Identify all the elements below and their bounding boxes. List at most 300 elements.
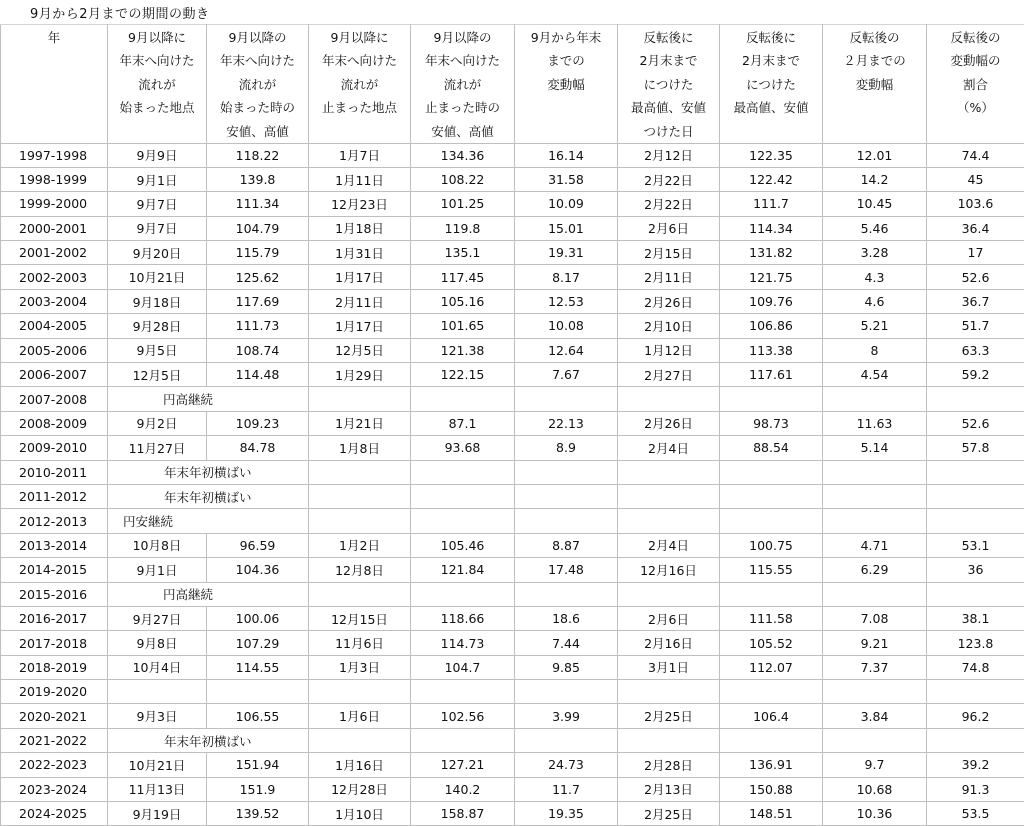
value-cell: 96.2 bbox=[927, 704, 1024, 728]
empty-cell bbox=[618, 509, 720, 533]
header-cell: 9月以降の bbox=[411, 25, 515, 49]
value-cell: 10.08 bbox=[515, 314, 618, 338]
year-cell: 2008-2009 bbox=[1, 411, 108, 435]
value-cell: 5.14 bbox=[823, 436, 927, 460]
value-cell: 38.1 bbox=[927, 606, 1024, 630]
value-cell: 119.8 bbox=[411, 216, 515, 240]
value-cell: 9月1日 bbox=[108, 167, 207, 191]
value-cell: 118.22 bbox=[207, 143, 309, 167]
value-cell: 2月11日 bbox=[309, 289, 411, 313]
header-cell bbox=[823, 96, 927, 120]
value-cell: 1月6日 bbox=[309, 704, 411, 728]
value-cell: 105.46 bbox=[411, 533, 515, 557]
value-cell: 2月6日 bbox=[618, 606, 720, 630]
empty-cell bbox=[411, 582, 515, 606]
value-cell: 9月9日 bbox=[108, 143, 207, 167]
year-cell: 2024-2025 bbox=[1, 802, 108, 826]
value-cell: 9月7日 bbox=[108, 216, 207, 240]
value-cell: 53.5 bbox=[927, 802, 1024, 826]
year-cell: 1998-1999 bbox=[1, 167, 108, 191]
table-body bbox=[1, 143, 1024, 826]
header-cell bbox=[515, 119, 618, 143]
value-cell: 7.67 bbox=[515, 363, 618, 387]
value-cell: 109.23 bbox=[207, 411, 309, 435]
year-cell: 2000-2001 bbox=[1, 216, 108, 240]
value-cell: 36.7 bbox=[927, 289, 1024, 313]
value-cell: 7.08 bbox=[823, 606, 927, 630]
value-cell: 104.36 bbox=[207, 558, 309, 582]
value-cell: 12.64 bbox=[515, 338, 618, 362]
value-cell: 122.35 bbox=[720, 143, 823, 167]
value-cell: 105.52 bbox=[720, 631, 823, 655]
value-cell: 2月26日 bbox=[618, 289, 720, 313]
table-row bbox=[1, 606, 1024, 630]
trend-note-cell bbox=[108, 509, 309, 533]
value-cell: 36 bbox=[927, 558, 1024, 582]
value-cell: 16.14 bbox=[515, 143, 618, 167]
header-cell: 反転後の bbox=[927, 25, 1024, 49]
header-cell bbox=[1, 72, 108, 96]
year-cell: 2017-2018 bbox=[1, 631, 108, 655]
value-cell: 1月31日 bbox=[309, 241, 411, 265]
empty-cell bbox=[309, 509, 411, 533]
table-row bbox=[1, 460, 1024, 484]
header-cell: つけた日 bbox=[618, 119, 720, 143]
header-cell bbox=[515, 96, 618, 120]
value-cell: 117.45 bbox=[411, 265, 515, 289]
trend-note-cell bbox=[108, 484, 309, 508]
value-cell: 115.55 bbox=[720, 558, 823, 582]
value-cell bbox=[207, 680, 309, 704]
value-cell: 1月29日 bbox=[309, 363, 411, 387]
value-cell: 1月17日 bbox=[309, 314, 411, 338]
value-cell bbox=[309, 680, 411, 704]
value-cell: 10月4日 bbox=[108, 655, 207, 679]
value-cell: 9月5日 bbox=[108, 338, 207, 362]
trend-note: 年末年初横ばい bbox=[108, 488, 252, 506]
value-cell: 12月8日 bbox=[309, 558, 411, 582]
header-cell bbox=[927, 119, 1024, 143]
value-cell: 39.2 bbox=[927, 753, 1024, 777]
value-cell: 17.48 bbox=[515, 558, 618, 582]
value-cell: 12月16日 bbox=[618, 558, 720, 582]
value-cell: 1月11日 bbox=[309, 167, 411, 191]
value-cell: 4.71 bbox=[823, 533, 927, 557]
year-cell: 2020-2021 bbox=[1, 704, 108, 728]
value-cell: 11.7 bbox=[515, 777, 618, 801]
header-cell: 反転後の bbox=[823, 25, 927, 49]
table-row bbox=[1, 484, 1024, 508]
year-cell: 2004-2005 bbox=[1, 314, 108, 338]
header-cell: （%） bbox=[927, 96, 1024, 120]
empty-cell bbox=[720, 387, 823, 411]
value-cell: 118.66 bbox=[411, 606, 515, 630]
header-cell: 安値、高値 bbox=[411, 119, 515, 143]
value-cell: 121.75 bbox=[720, 265, 823, 289]
empty-cell bbox=[823, 460, 927, 484]
trend-note: 円安継続 bbox=[108, 512, 173, 530]
value-cell: 9月18日 bbox=[108, 289, 207, 313]
value-cell: 22.13 bbox=[515, 411, 618, 435]
header-cell bbox=[720, 119, 823, 143]
value-cell: 11月6日 bbox=[309, 631, 411, 655]
trend-note: 年末年初横ばい bbox=[108, 463, 252, 481]
empty-cell bbox=[823, 582, 927, 606]
year-cell: 2022-2023 bbox=[1, 753, 108, 777]
value-cell: 24.73 bbox=[515, 753, 618, 777]
year-cell: 2015-2016 bbox=[1, 582, 108, 606]
empty-cell bbox=[309, 387, 411, 411]
value-cell: 101.25 bbox=[411, 192, 515, 216]
header-cell: 流れが bbox=[207, 72, 309, 96]
empty-cell bbox=[720, 728, 823, 752]
empty-cell bbox=[720, 582, 823, 606]
table-row bbox=[1, 802, 1024, 826]
value-cell: 12月23日 bbox=[309, 192, 411, 216]
year-cell: 2014-2015 bbox=[1, 558, 108, 582]
empty-cell bbox=[309, 460, 411, 484]
header-cell: 流れが bbox=[411, 72, 515, 96]
header-cell: 流れが bbox=[108, 72, 207, 96]
value-cell: 111.58 bbox=[720, 606, 823, 630]
value-cell: 6.29 bbox=[823, 558, 927, 582]
value-cell: 51.7 bbox=[927, 314, 1024, 338]
value-cell: 2月28日 bbox=[618, 753, 720, 777]
header-cell bbox=[823, 119, 927, 143]
value-cell: 2月25日 bbox=[618, 802, 720, 826]
year-cell: 2010-2011 bbox=[1, 460, 108, 484]
value-cell: 19.31 bbox=[515, 241, 618, 265]
table-row bbox=[1, 411, 1024, 435]
value-cell: 2月13日 bbox=[618, 777, 720, 801]
header-cell: 9月から年末 bbox=[515, 25, 618, 49]
table-row bbox=[1, 558, 1024, 582]
value-cell: 136.91 bbox=[720, 753, 823, 777]
year-cell: 2005-2006 bbox=[1, 338, 108, 362]
value-cell: 158.87 bbox=[411, 802, 515, 826]
value-cell: 14.2 bbox=[823, 167, 927, 191]
empty-cell bbox=[515, 460, 618, 484]
value-cell: 1月12日 bbox=[618, 338, 720, 362]
value-cell: 8.17 bbox=[515, 265, 618, 289]
value-cell: 122.15 bbox=[411, 363, 515, 387]
empty-cell bbox=[618, 460, 720, 484]
header-line bbox=[1, 25, 1024, 49]
value-cell bbox=[618, 680, 720, 704]
value-cell: 52.6 bbox=[927, 411, 1024, 435]
year-cell: 2006-2007 bbox=[1, 363, 108, 387]
value-cell: 2月22日 bbox=[618, 192, 720, 216]
header-cell bbox=[1, 96, 108, 120]
value-cell: 3.28 bbox=[823, 241, 927, 265]
header-cell: 安値、高値 bbox=[207, 119, 309, 143]
value-cell: 59.2 bbox=[927, 363, 1024, 387]
value-cell: 121.84 bbox=[411, 558, 515, 582]
table-row bbox=[1, 143, 1024, 167]
value-cell: 101.65 bbox=[411, 314, 515, 338]
value-cell: 1月3日 bbox=[309, 655, 411, 679]
value-cell bbox=[823, 680, 927, 704]
value-cell: 9.21 bbox=[823, 631, 927, 655]
trend-note: 円高継続 bbox=[108, 390, 213, 408]
table-row bbox=[1, 509, 1024, 533]
value-cell: 2月4日 bbox=[618, 436, 720, 460]
value-cell: 115.79 bbox=[207, 241, 309, 265]
value-cell: 10月21日 bbox=[108, 753, 207, 777]
empty-cell bbox=[823, 728, 927, 752]
value-cell: 3.99 bbox=[515, 704, 618, 728]
value-cell: 93.68 bbox=[411, 436, 515, 460]
value-cell: 74.8 bbox=[927, 655, 1024, 679]
header-cell: につけた bbox=[720, 72, 823, 96]
value-cell: 2月22日 bbox=[618, 167, 720, 191]
year-cell: 2003-2004 bbox=[1, 289, 108, 313]
value-cell: 36.4 bbox=[927, 216, 1024, 240]
value-cell: 1月16日 bbox=[309, 753, 411, 777]
trend-note-cell bbox=[108, 387, 309, 411]
value-cell: 9月19日 bbox=[108, 802, 207, 826]
empty-cell bbox=[618, 387, 720, 411]
value-cell: 10.68 bbox=[823, 777, 927, 801]
value-cell: 114.34 bbox=[720, 216, 823, 240]
header-cell bbox=[309, 119, 411, 143]
value-cell: 9月7日 bbox=[108, 192, 207, 216]
value-cell: 121.38 bbox=[411, 338, 515, 362]
year-cell: 2002-2003 bbox=[1, 265, 108, 289]
table-row bbox=[1, 387, 1024, 411]
empty-cell bbox=[927, 484, 1024, 508]
value-cell: 2月16日 bbox=[618, 631, 720, 655]
value-cell: 103.6 bbox=[927, 192, 1024, 216]
value-cell bbox=[108, 680, 207, 704]
value-cell: 114.73 bbox=[411, 631, 515, 655]
header-cell: 変動幅 bbox=[515, 72, 618, 96]
value-cell: 106.4 bbox=[720, 704, 823, 728]
empty-cell bbox=[411, 387, 515, 411]
table-row bbox=[1, 192, 1024, 216]
header-cell: 年末へ向けた bbox=[309, 49, 411, 73]
value-cell: 150.88 bbox=[720, 777, 823, 801]
year-cell: 2019-2020 bbox=[1, 680, 108, 704]
value-cell: 112.07 bbox=[720, 655, 823, 679]
empty-cell bbox=[515, 582, 618, 606]
value-cell: 4.6 bbox=[823, 289, 927, 313]
value-cell: 10.45 bbox=[823, 192, 927, 216]
value-cell: 117.61 bbox=[720, 363, 823, 387]
value-cell: 10.09 bbox=[515, 192, 618, 216]
value-cell: 10月21日 bbox=[108, 265, 207, 289]
value-cell: 104.7 bbox=[411, 655, 515, 679]
value-cell: 57.8 bbox=[927, 436, 1024, 460]
trend-note: 年末年初横ばい bbox=[108, 732, 252, 750]
empty-cell bbox=[720, 460, 823, 484]
header-cell: 年末へ向けた bbox=[108, 49, 207, 73]
empty-cell bbox=[927, 582, 1024, 606]
year-cell: 1997-1998 bbox=[1, 143, 108, 167]
value-cell: 139.8 bbox=[207, 167, 309, 191]
table-row bbox=[1, 728, 1024, 752]
trend-note-cell bbox=[108, 582, 309, 606]
value-cell: 1月18日 bbox=[309, 216, 411, 240]
year-cell: 2016-2017 bbox=[1, 606, 108, 630]
value-cell: 1月8日 bbox=[309, 436, 411, 460]
year-cell: 2011-2012 bbox=[1, 484, 108, 508]
value-cell: 2月15日 bbox=[618, 241, 720, 265]
value-cell: 53.1 bbox=[927, 533, 1024, 557]
value-cell: 2月26日 bbox=[618, 411, 720, 435]
year-cell: 2023-2024 bbox=[1, 777, 108, 801]
value-cell: 15.01 bbox=[515, 216, 618, 240]
empty-cell bbox=[411, 460, 515, 484]
header-cell bbox=[1, 49, 108, 73]
header-cell: 止まった地点 bbox=[309, 96, 411, 120]
value-cell: 9月2日 bbox=[108, 411, 207, 435]
value-cell: 2月6日 bbox=[618, 216, 720, 240]
header-cell: につけた bbox=[618, 72, 720, 96]
header-cell: ２月までの bbox=[823, 49, 927, 73]
header-cell: 変動幅の bbox=[927, 49, 1024, 73]
value-cell: 7.37 bbox=[823, 655, 927, 679]
value-cell: 10月8日 bbox=[108, 533, 207, 557]
empty-cell bbox=[823, 484, 927, 508]
value-cell: 12.01 bbox=[823, 143, 927, 167]
trend-note-cell bbox=[108, 728, 309, 752]
value-cell: 11月27日 bbox=[108, 436, 207, 460]
value-cell: 9月3日 bbox=[108, 704, 207, 728]
table-row bbox=[1, 338, 1024, 362]
value-cell: 100.06 bbox=[207, 606, 309, 630]
header-cell bbox=[1, 119, 108, 143]
value-cell: 5.21 bbox=[823, 314, 927, 338]
value-cell: 111.34 bbox=[207, 192, 309, 216]
title-row bbox=[0, 0, 1024, 25]
year-cell: 2012-2013 bbox=[1, 509, 108, 533]
value-cell: 100.75 bbox=[720, 533, 823, 557]
value-cell bbox=[411, 680, 515, 704]
header-cell: 反転後に bbox=[720, 25, 823, 49]
empty-cell bbox=[515, 509, 618, 533]
value-cell: 8 bbox=[823, 338, 927, 362]
empty-cell bbox=[927, 460, 1024, 484]
value-cell bbox=[720, 680, 823, 704]
header-cell: 始まった地点 bbox=[108, 96, 207, 120]
header-cell: 変動幅 bbox=[823, 72, 927, 96]
value-cell: 108.22 bbox=[411, 167, 515, 191]
header-cell: までの bbox=[515, 49, 618, 73]
value-cell: 113.38 bbox=[720, 338, 823, 362]
header-cell: 最高値、安値 bbox=[618, 96, 720, 120]
empty-cell bbox=[411, 509, 515, 533]
empty-cell bbox=[618, 582, 720, 606]
table-header bbox=[1, 25, 1024, 144]
value-cell: 2月12日 bbox=[618, 143, 720, 167]
value-cell: 7.44 bbox=[515, 631, 618, 655]
year-cell: 2013-2014 bbox=[1, 533, 108, 557]
value-cell: 1月10日 bbox=[309, 802, 411, 826]
table-row bbox=[1, 265, 1024, 289]
empty-cell bbox=[309, 582, 411, 606]
empty-cell bbox=[411, 484, 515, 508]
empty-cell bbox=[823, 509, 927, 533]
empty-cell bbox=[823, 387, 927, 411]
empty-cell bbox=[618, 728, 720, 752]
header-cell: 9月以降に bbox=[309, 25, 411, 49]
sheet-title: 9月から2月までの期間の動き bbox=[30, 3, 210, 22]
value-cell: 102.56 bbox=[411, 704, 515, 728]
value-cell: 4.54 bbox=[823, 363, 927, 387]
header-cell: 9月以降に bbox=[108, 25, 207, 49]
empty-cell bbox=[618, 484, 720, 508]
value-cell: 148.51 bbox=[720, 802, 823, 826]
value-cell: 2月27日 bbox=[618, 363, 720, 387]
value-cell: 9月28日 bbox=[108, 314, 207, 338]
value-cell: 11.63 bbox=[823, 411, 927, 435]
value-cell: 12月5日 bbox=[108, 363, 207, 387]
header-cell: 割合 bbox=[927, 72, 1024, 96]
data-table bbox=[0, 24, 1024, 826]
empty-cell bbox=[927, 728, 1024, 752]
header-cell: 止まった時の bbox=[411, 96, 515, 120]
value-cell: 9月20日 bbox=[108, 241, 207, 265]
value-cell: 8.87 bbox=[515, 533, 618, 557]
table-row bbox=[1, 631, 1024, 655]
value-cell: 5.46 bbox=[823, 216, 927, 240]
value-cell: 151.9 bbox=[207, 777, 309, 801]
table-row bbox=[1, 753, 1024, 777]
value-cell: 3月1日 bbox=[618, 655, 720, 679]
value-cell: 31.58 bbox=[515, 167, 618, 191]
value-cell: 96.59 bbox=[207, 533, 309, 557]
header-line bbox=[1, 72, 1024, 96]
empty-cell bbox=[309, 484, 411, 508]
table-row bbox=[1, 704, 1024, 728]
table-row bbox=[1, 436, 1024, 460]
value-cell: 4.3 bbox=[823, 265, 927, 289]
header-cell: 始まった時の bbox=[207, 96, 309, 120]
value-cell: 52.6 bbox=[927, 265, 1024, 289]
value-cell: 12月15日 bbox=[309, 606, 411, 630]
value-cell: 105.16 bbox=[411, 289, 515, 313]
table-row bbox=[1, 363, 1024, 387]
trend-note-cell bbox=[108, 460, 309, 484]
value-cell: 88.54 bbox=[720, 436, 823, 460]
value-cell: 106.55 bbox=[207, 704, 309, 728]
table-row bbox=[1, 680, 1024, 704]
empty-cell bbox=[515, 387, 618, 411]
value-cell: 84.78 bbox=[207, 436, 309, 460]
year-cell: 2009-2010 bbox=[1, 436, 108, 460]
value-cell: 2月25日 bbox=[618, 704, 720, 728]
table-row bbox=[1, 241, 1024, 265]
value-cell: 45 bbox=[927, 167, 1024, 191]
value-cell: 109.76 bbox=[720, 289, 823, 313]
value-cell: 2月4日 bbox=[618, 533, 720, 557]
empty-cell bbox=[411, 728, 515, 752]
value-cell: 19.35 bbox=[515, 802, 618, 826]
empty-cell bbox=[927, 509, 1024, 533]
value-cell: 1月21日 bbox=[309, 411, 411, 435]
value-cell: 134.36 bbox=[411, 143, 515, 167]
value-cell: 9月27日 bbox=[108, 606, 207, 630]
header-cell: 年末へ向けた bbox=[411, 49, 515, 73]
empty-cell bbox=[515, 484, 618, 508]
value-cell: 1月17日 bbox=[309, 265, 411, 289]
value-cell bbox=[927, 680, 1024, 704]
trend-note: 円高継続 bbox=[108, 585, 213, 603]
value-cell: 125.62 bbox=[207, 265, 309, 289]
table-row bbox=[1, 216, 1024, 240]
value-cell: 3.84 bbox=[823, 704, 927, 728]
